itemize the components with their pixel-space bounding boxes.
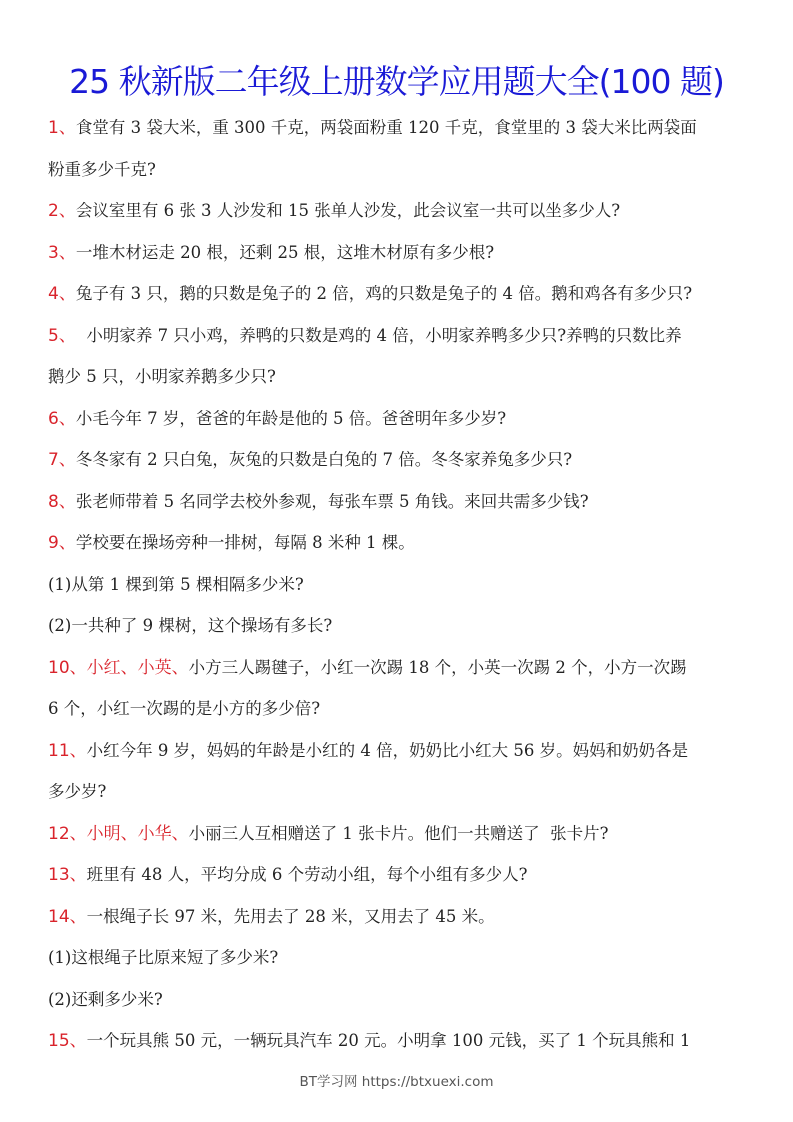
- question-line: [48, 907, 758, 927]
- question-continuation-line: [48, 575, 758, 595]
- question-text: (2)一共种了 9 棵树，这个操场有多长?: [48, 616, 333, 635]
- question-text: 一根绳子长 97 米，先用去了 28 米，又用去了 45 米。: [86, 906, 495, 926]
- question-line: [48, 284, 758, 304]
- question-continuation-line: [48, 367, 758, 387]
- question-number: 1、: [48, 118, 76, 138]
- question-number: 15、: [48, 1031, 87, 1051]
- question-line: [48, 824, 758, 844]
- question-line: [48, 450, 758, 470]
- question-number: 5、: [48, 325, 76, 346]
- question-number: 10、: [48, 657, 87, 678]
- question-text: 小明家养 7 只小鸡，养鸭的只数是鸡的 4 倍，小明家养鸭多少只?养鸭的只数比养: [75, 325, 682, 345]
- question-number: 13、: [48, 865, 87, 885]
- question-number: 14、: [48, 906, 87, 927]
- question-line: [48, 201, 758, 221]
- question-continuation-line: [48, 948, 758, 968]
- question-number: 2、: [48, 201, 76, 221]
- question-line: [48, 1031, 758, 1051]
- question-text: 多少岁?: [48, 782, 107, 801]
- question-text: 学校要在操场旁种一排树，每隔 8 米种 1 棵。: [75, 533, 415, 552]
- question-number: 12、: [48, 823, 87, 844]
- question-continuation-line: [48, 160, 758, 180]
- question-text: (2)还剩多少米?: [48, 989, 163, 1009]
- question-number: 7、: [48, 450, 76, 470]
- question-line: [48, 658, 758, 678]
- question-number: 4、: [48, 284, 76, 304]
- question-text: (1)这根绳子比原来短了多少米?: [48, 948, 279, 967]
- question-line: [48, 409, 758, 429]
- question-text: 兔子有 3 只，鹅的只数是兔子的 2 倍，鸡的只数是兔子的 4 倍。鹅和鸡各有多少只?: [75, 284, 693, 303]
- question-text: 一个玩具熊 50 元，一辆玩具汽车 20 元。小明拿 100 元钱，买了 1 个玩具熊和 1: [86, 1031, 691, 1050]
- question-text: 6 个，小红一次踢的是小方的多少倍?: [48, 699, 321, 718]
- question-text: 粉重多少千克?: [48, 159, 156, 179]
- question-line: [48, 492, 758, 512]
- question-number: 8、: [48, 491, 76, 512]
- question-continuation-line: [48, 782, 758, 802]
- question-line: [48, 243, 758, 263]
- question-text: 小毛今年 7 岁，爸爸的年龄是他的 5 倍。爸爸明年多少岁?: [75, 408, 507, 428]
- question-text: 鹅少 5 只，小明家养鹅多少只?: [48, 367, 276, 386]
- question-list: [48, 118, 758, 1073]
- question-text: 一堆木材运走 20 根，还剩 25 根，这堆木材原有多少根?: [75, 242, 495, 262]
- question-text: (1)从第 1 棵到第 5 棵相隔多少米?: [48, 574, 304, 594]
- question-text: 小丽三人互相赠送了 1 张卡片。他们一共赠送了 张卡片?: [188, 823, 609, 843]
- question-text: 班里有 48 人，平均分成 6 个劳动小组，每个小组有多少人?: [86, 865, 528, 884]
- question-number: 3、: [48, 242, 76, 263]
- question-text: 张老师带着 5 名同学去校外参观，每张车票 5 角钱。来回共需多少钱?: [75, 491, 589, 511]
- question-text: 会议室里有 6 张 3 人沙发和 15 张单人沙发，此会议室一共可以坐多少人?: [75, 201, 621, 220]
- question-text: 小方三人踢毽子，小红一次踢 18 个，小英一次踢 2 个，小方一次踢: [188, 657, 687, 677]
- question-line: [48, 741, 758, 761]
- question-line: [48, 865, 758, 885]
- question-continuation-line: [48, 616, 758, 636]
- question-line: [48, 533, 758, 553]
- question-text: 小红今年 9 岁，妈妈的年龄是小红的 4 倍，奶奶比小红大 56 岁。妈妈和奶奶各是: [86, 740, 689, 760]
- question-continuation-line: [48, 699, 758, 719]
- question-text: 食堂有 3 袋大米，重 300 千克，两袋面粉重 120 千克，食堂里的 3 袋大米比两袋面: [75, 118, 697, 137]
- highlighted-names: 小红、小英、: [86, 657, 189, 678]
- question-number: 6、: [48, 408, 76, 429]
- question-number: 11、: [48, 740, 87, 761]
- highlighted-names: 小明、小华、: [86, 823, 189, 844]
- footer-watermark: BT学习网 https://btxuexi.com: [299, 1074, 494, 1090]
- question-number: 9、: [48, 533, 76, 553]
- page-title: 25 秋新版二年级上册数学应用题大全(100 题): [69, 62, 724, 101]
- question-line: [48, 118, 758, 138]
- question-text: 冬冬家有 2 只白兔，灰兔的只数是白兔的 7 倍。冬冬家养兔多少只?: [75, 450, 573, 469]
- question-line: [48, 326, 758, 346]
- question-continuation-line: [48, 990, 758, 1010]
